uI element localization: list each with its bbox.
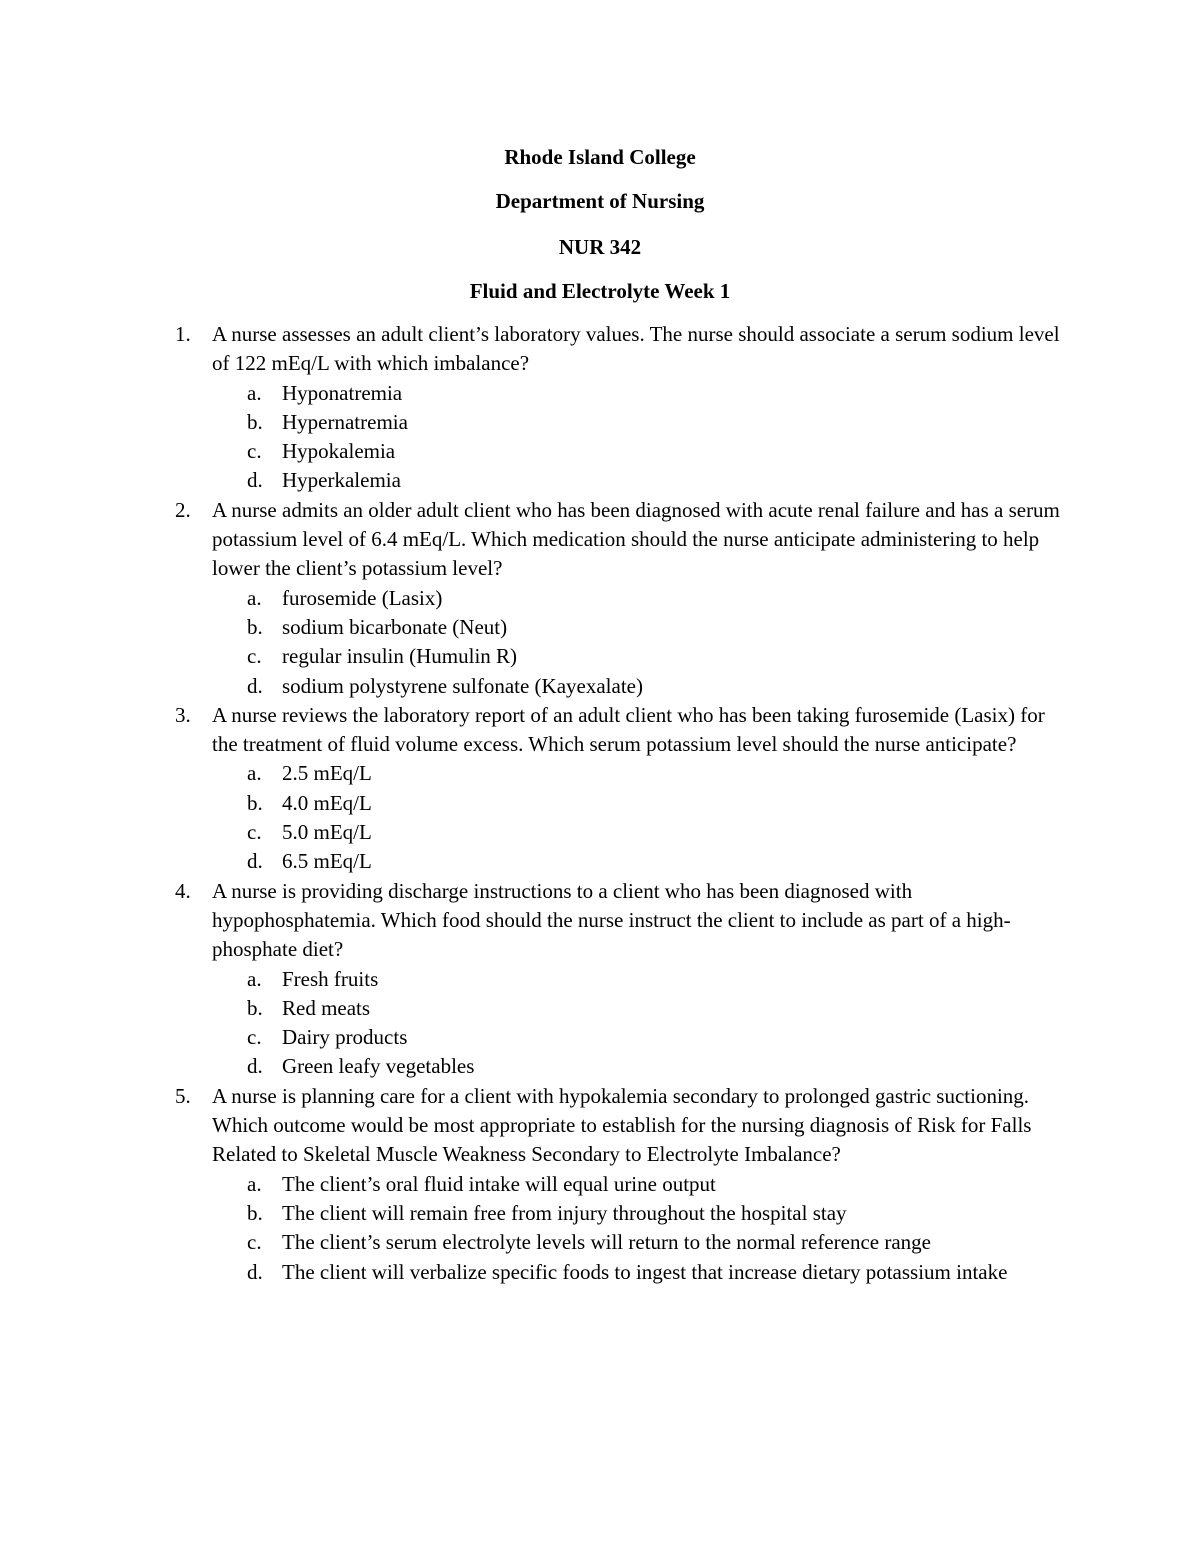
answer-option xyxy=(212,437,1070,466)
answer-options xyxy=(212,1170,1070,1287)
question-item xyxy=(0,877,1200,1082)
option-letter: d. xyxy=(247,1259,263,1284)
option-letter: d. xyxy=(247,673,263,698)
option-text: Hyponatremia xyxy=(282,380,403,405)
option-text: Red meats xyxy=(282,995,371,1020)
option-letter: a. xyxy=(247,380,262,405)
answer-options xyxy=(212,965,1070,1082)
question-stem: A nurse reviews the laboratory report of an adult client who has been taking furosemide (Lasix) for the treatment of fluid volume excess. Which serum potassium level should the nurse anticipate? xyxy=(212,702,1045,757)
answer-options xyxy=(212,379,1070,496)
option-text: Dairy products xyxy=(282,1025,408,1050)
institution-heading: Rhode Island College xyxy=(504,145,696,169)
answer-option xyxy=(212,759,1070,788)
answer-option xyxy=(212,1258,1070,1287)
option-letter: d. xyxy=(247,468,263,493)
answer-option xyxy=(212,408,1070,437)
option-text: Fresh fruits xyxy=(282,966,379,991)
department-heading: Department of Nursing xyxy=(495,189,705,213)
question-item xyxy=(0,1082,1200,1287)
answer-option xyxy=(212,789,1070,818)
question-list xyxy=(0,320,1200,1287)
option-text: The client will remain free from injury throughout the hospital stay xyxy=(282,1200,847,1225)
question-item xyxy=(0,320,1200,496)
option-letter: c. xyxy=(247,820,262,845)
option-letter: b. xyxy=(247,409,263,434)
option-letter: b. xyxy=(247,614,263,639)
question-number: 5. xyxy=(175,1083,191,1108)
option-text: 5.0 mEq/L xyxy=(282,820,372,845)
answer-option xyxy=(212,1199,1070,1228)
answer-option xyxy=(212,1052,1070,1081)
option-letter: c. xyxy=(247,1025,262,1050)
question-stem: A nurse is planning care for a client with hypokalemia secondary to prolonged gastric suctioning. Which outcome would be most appropriate to establish for the nursing diagnosis of Risk for Falls Related to Skeletal Muscle Weakness Secondary to Electrolyte Imbalance? xyxy=(212,1083,1032,1167)
answer-options xyxy=(212,759,1070,876)
option-letter: d. xyxy=(247,849,263,874)
option-text: 2.5 mEq/L xyxy=(282,761,372,786)
option-text: The client’s oral fluid intake will equal urine output xyxy=(282,1171,716,1196)
answer-option xyxy=(212,1023,1070,1052)
option-letter: a. xyxy=(247,761,262,786)
option-letter: b. xyxy=(247,1200,263,1225)
option-letter: c. xyxy=(247,1230,262,1255)
question-stem: A nurse is providing discharge instructions to a client who has been diagnosed with hypophosphatemia. Which food should the nurse instruct the client to include as part of a high-phosphate diet? xyxy=(212,878,1011,962)
option-letter: a. xyxy=(247,1171,262,1196)
question-number: 3. xyxy=(175,702,191,727)
option-letter: b. xyxy=(247,995,263,1020)
answer-option xyxy=(212,818,1070,847)
option-text: Hypokalemia xyxy=(282,439,396,464)
question-stem: A nurse assesses an adult client’s laboratory values. The nurse should associate a serum sodium level of 122 mEq/L with which imbalance? xyxy=(212,322,1060,376)
answer-option xyxy=(212,466,1070,495)
option-text: 4.0 mEq/L xyxy=(282,790,372,815)
option-letter: a. xyxy=(247,966,262,991)
option-letter: c. xyxy=(247,439,262,464)
answer-options xyxy=(212,584,1070,701)
answer-option xyxy=(212,994,1070,1023)
answer-option xyxy=(212,1228,1070,1257)
answer-option xyxy=(212,965,1070,994)
option-text: sodium bicarbonate (Neut) xyxy=(282,614,508,639)
option-text: Hypernatremia xyxy=(282,409,408,434)
answer-option xyxy=(212,642,1070,671)
answer-option xyxy=(212,584,1070,613)
option-letter: b. xyxy=(247,790,263,815)
option-text: sodium polystyrene sulfonate (Kayexalate) xyxy=(282,673,643,698)
answer-option xyxy=(212,847,1070,876)
question-number: 4. xyxy=(175,878,191,903)
option-text: The client’s serum electrolyte levels will return to the normal reference range xyxy=(282,1230,931,1255)
option-letter: c. xyxy=(247,644,262,669)
option-text: Green leafy vegetables xyxy=(282,1054,475,1079)
question-stem: A nurse admits an older adult client who has been diagnosed with acute renal failure and has a serum potassium level of 6.4 mEq/L. Which medication should the nurse anticipate administering to help lower the client’s potassium level? xyxy=(212,497,1060,581)
question-number: 1. xyxy=(175,322,191,346)
option-text: 6.5 mEq/L xyxy=(282,849,372,874)
answer-option xyxy=(212,672,1070,701)
option-text: Hyperkalemia xyxy=(282,468,401,493)
document-title: Fluid and Electrolyte Week 1 xyxy=(469,279,731,303)
option-text: regular insulin (Humulin R) xyxy=(282,644,518,669)
answer-option xyxy=(212,1170,1070,1199)
option-letter: a. xyxy=(247,585,262,610)
answer-option xyxy=(212,613,1070,642)
question-number: 2. xyxy=(175,497,191,522)
option-letter: d. xyxy=(247,1054,263,1079)
option-text: The client will verbalize specific foods to ingest that increase dietary potassium intake xyxy=(282,1259,1008,1284)
answer-option xyxy=(212,379,1070,408)
question-item xyxy=(0,496,1200,701)
option-text: furosemide (Lasix) xyxy=(282,585,443,610)
course-heading: NUR 342 xyxy=(558,235,642,259)
question-item xyxy=(0,701,1200,877)
